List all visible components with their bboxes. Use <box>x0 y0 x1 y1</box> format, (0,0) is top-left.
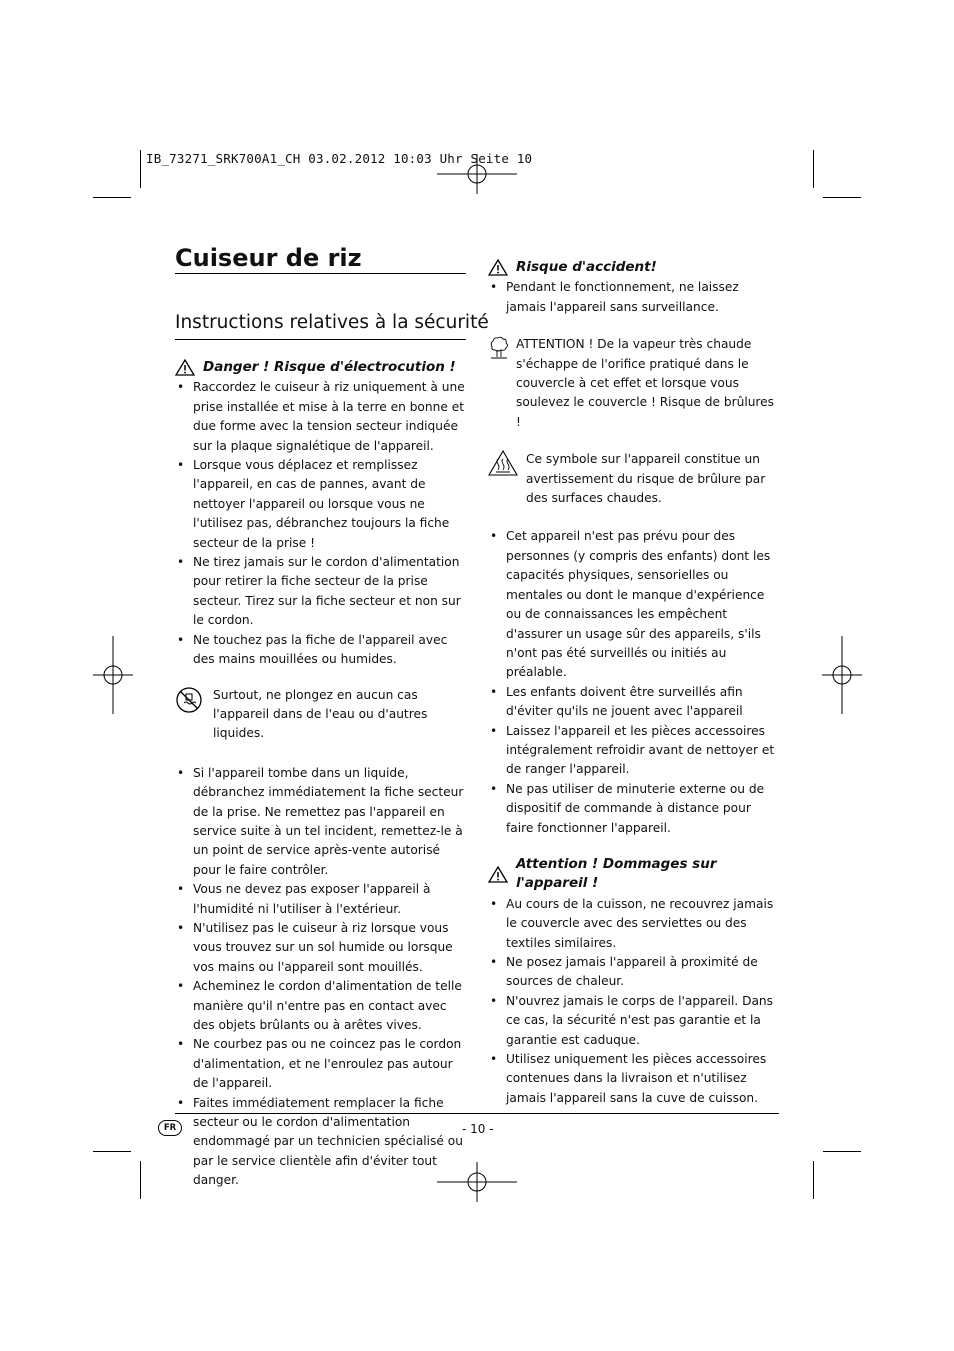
bullet-list <box>175 764 470 1191</box>
no-immersion-note <box>175 686 470 744</box>
warning-triangle-icon <box>175 359 195 376</box>
warning-title: Danger ! Risque d'électrocution ! <box>203 359 456 375</box>
crop-mark <box>813 150 814 188</box>
hot-surface-note <box>488 450 780 508</box>
list-item: • Laissez l'appareil et les pièces accessoires intégralement refroidir avant de nettoyer et de ranger l'appareil. <box>488 722 780 780</box>
registration-mark-icon <box>822 636 862 714</box>
section-rule <box>175 339 466 340</box>
list-item: • N'ouvrez jamais le corps de l'appareil. Dans ce cas, la sécurité n'est pas garantie et la garantie est caduque. <box>488 992 780 1050</box>
no-immersion-icon <box>175 686 203 714</box>
print-slug: IB_73271_SRK700A1_CH 03.02.2012 10:03 Uhr Seite 10 <box>146 151 533 166</box>
warning-triangle-icon <box>488 259 508 276</box>
title-rule <box>175 273 466 274</box>
bullet-list <box>488 895 780 1108</box>
list-item: • Ne posez jamais l'appareil à proximité de sources de chaleur. <box>488 953 780 992</box>
left-column <box>175 358 470 1191</box>
language-badge: FR <box>158 1120 182 1136</box>
warning-heading <box>488 855 780 894</box>
section-heading: Instructions relatives à la sécurité <box>175 312 489 333</box>
list-item: • Lorsque vous déplacez et remplissez l'appareil, en cas de pannes, avant de nettoyer l'appareil ou lorsque vous ne l'utilisez pas, débranchez toujours la fiche secteur de la prise ! <box>175 456 470 553</box>
right-column <box>488 258 780 1108</box>
crop-mark <box>813 1161 814 1199</box>
list-item: • Cet appareil n'est pas prévu pour des personnes (y compris des enfants) dont les capacités physiques, sensorielles ou mentales ou dont le manque d'expérience ou de connaissances les empêchent d'assurer un usage sûr des appareils, s'ils n'ont pas été surveillés ou initiés au préalable. <box>488 527 780 682</box>
steam-icon <box>488 335 510 363</box>
note-text: ATTENTION ! De la vapeur très chaude s'échappe de l'orifice pratiqué dans le couvercle à cet effet et lorsque vous soulevez le couvercle ! Risque de brûlures ! <box>516 337 775 429</box>
page-number: - 10 - <box>462 1122 494 1136</box>
list-item: • Pendant le fonctionnement, ne laissez jamais l'appareil sans surveillance. <box>488 278 780 317</box>
list-item: • Ne tirez jamais sur le cordon d'alimentation pour retirer la fiche secteur de la prise secteur. Tirez sur la fiche secteur et non sur le cordon. <box>175 553 470 631</box>
warning-heading <box>175 358 470 377</box>
bullet-list <box>488 527 780 838</box>
list-item: • Faites immédiatement remplacer la fiche secteur ou le cordon d'alimentation endommagé par un technicien spécialisé ou par le service clientèle afin d'éviter tout danger. <box>175 1094 470 1191</box>
list-item: • Au cours de la cuisson, ne recouvrez jamais le couvercle avec des serviettes ou des textiles similaires. <box>488 895 780 953</box>
crop-mark <box>93 1151 131 1152</box>
warning-triangle-icon <box>488 866 508 883</box>
bullet-list <box>175 378 470 669</box>
page-title: Cuiseur de riz <box>175 244 362 272</box>
hot-surface-icon <box>488 450 518 476</box>
bullet-list <box>488 278 780 317</box>
list-item: • Ne pas utiliser de minuterie externe ou de dispositif de commande à distance pour faire fonctionner l'appareil. <box>488 780 780 838</box>
crop-mark <box>140 150 141 188</box>
list-item: • Si l'appareil tombe dans un liquide, débranchez immédiatement la fiche secteur de la prise. Ne remettez pas l'appareil en service suite à un tel incident, remettez-le à un point de service après-vente autorisé pour le faire contrôler. <box>175 764 470 880</box>
list-item: • Utilisez uniquement les pièces accessoires contenues dans la livraison et n'utilisez jamais l'appareil sans la cuve de cuisson. <box>488 1050 780 1108</box>
steam-note <box>488 335 780 432</box>
crop-mark <box>93 197 131 198</box>
warning-title: Attention ! Dommages sur l'appareil ! <box>516 855 717 892</box>
note-text: Surtout, ne plongez en aucun cas l'appareil dans de l'eau ou d'autres liquides. <box>213 687 428 741</box>
list-item: • Acheminez le cordon d'alimentation de telle manière qu'il n'entre pas en contact avec des objets brûlants ou à arêtes vives. <box>175 977 470 1035</box>
crop-mark <box>823 1151 861 1152</box>
crop-mark <box>823 197 861 198</box>
list-item: • Ne touchez pas la fiche de l'appareil avec des mains mouillées ou humides. <box>175 631 470 670</box>
footer-rule <box>175 1113 779 1114</box>
warning-title: Risque d'accident! <box>516 259 657 275</box>
list-item: • Ne courbez pas ou ne coincez pas le cordon d'alimentation, et ne l'enroulez pas autour de l'appareil. <box>175 1035 470 1093</box>
list-item: • Vous ne devez pas exposer l'appareil à l'humidité ni l'utiliser à l'extérieur. <box>175 880 470 919</box>
list-item: • Les enfants doivent être surveillés afin d'éviter qu'ils ne jouent avec l'appareil <box>488 683 780 722</box>
note-text: Ce symbole sur l'appareil constitue un avertissement du risque de brûlure par des surfaces chaudes. <box>526 452 766 506</box>
warning-heading <box>488 258 780 277</box>
list-item: • Raccordez le cuiseur à riz uniquement à une prise installée et mise à la terre en bonne et due forme avec la tension secteur indiquée sur la plaque signalétique de l'appareil. <box>175 378 470 456</box>
registration-mark-icon <box>93 636 133 714</box>
crop-mark <box>140 1161 141 1199</box>
list-item: • N'utilisez pas le cuiseur à riz lorsque vous vous trouvez sur un sol humide ou lorsque vos mains ou l'appareil sont mouillés. <box>175 919 470 977</box>
